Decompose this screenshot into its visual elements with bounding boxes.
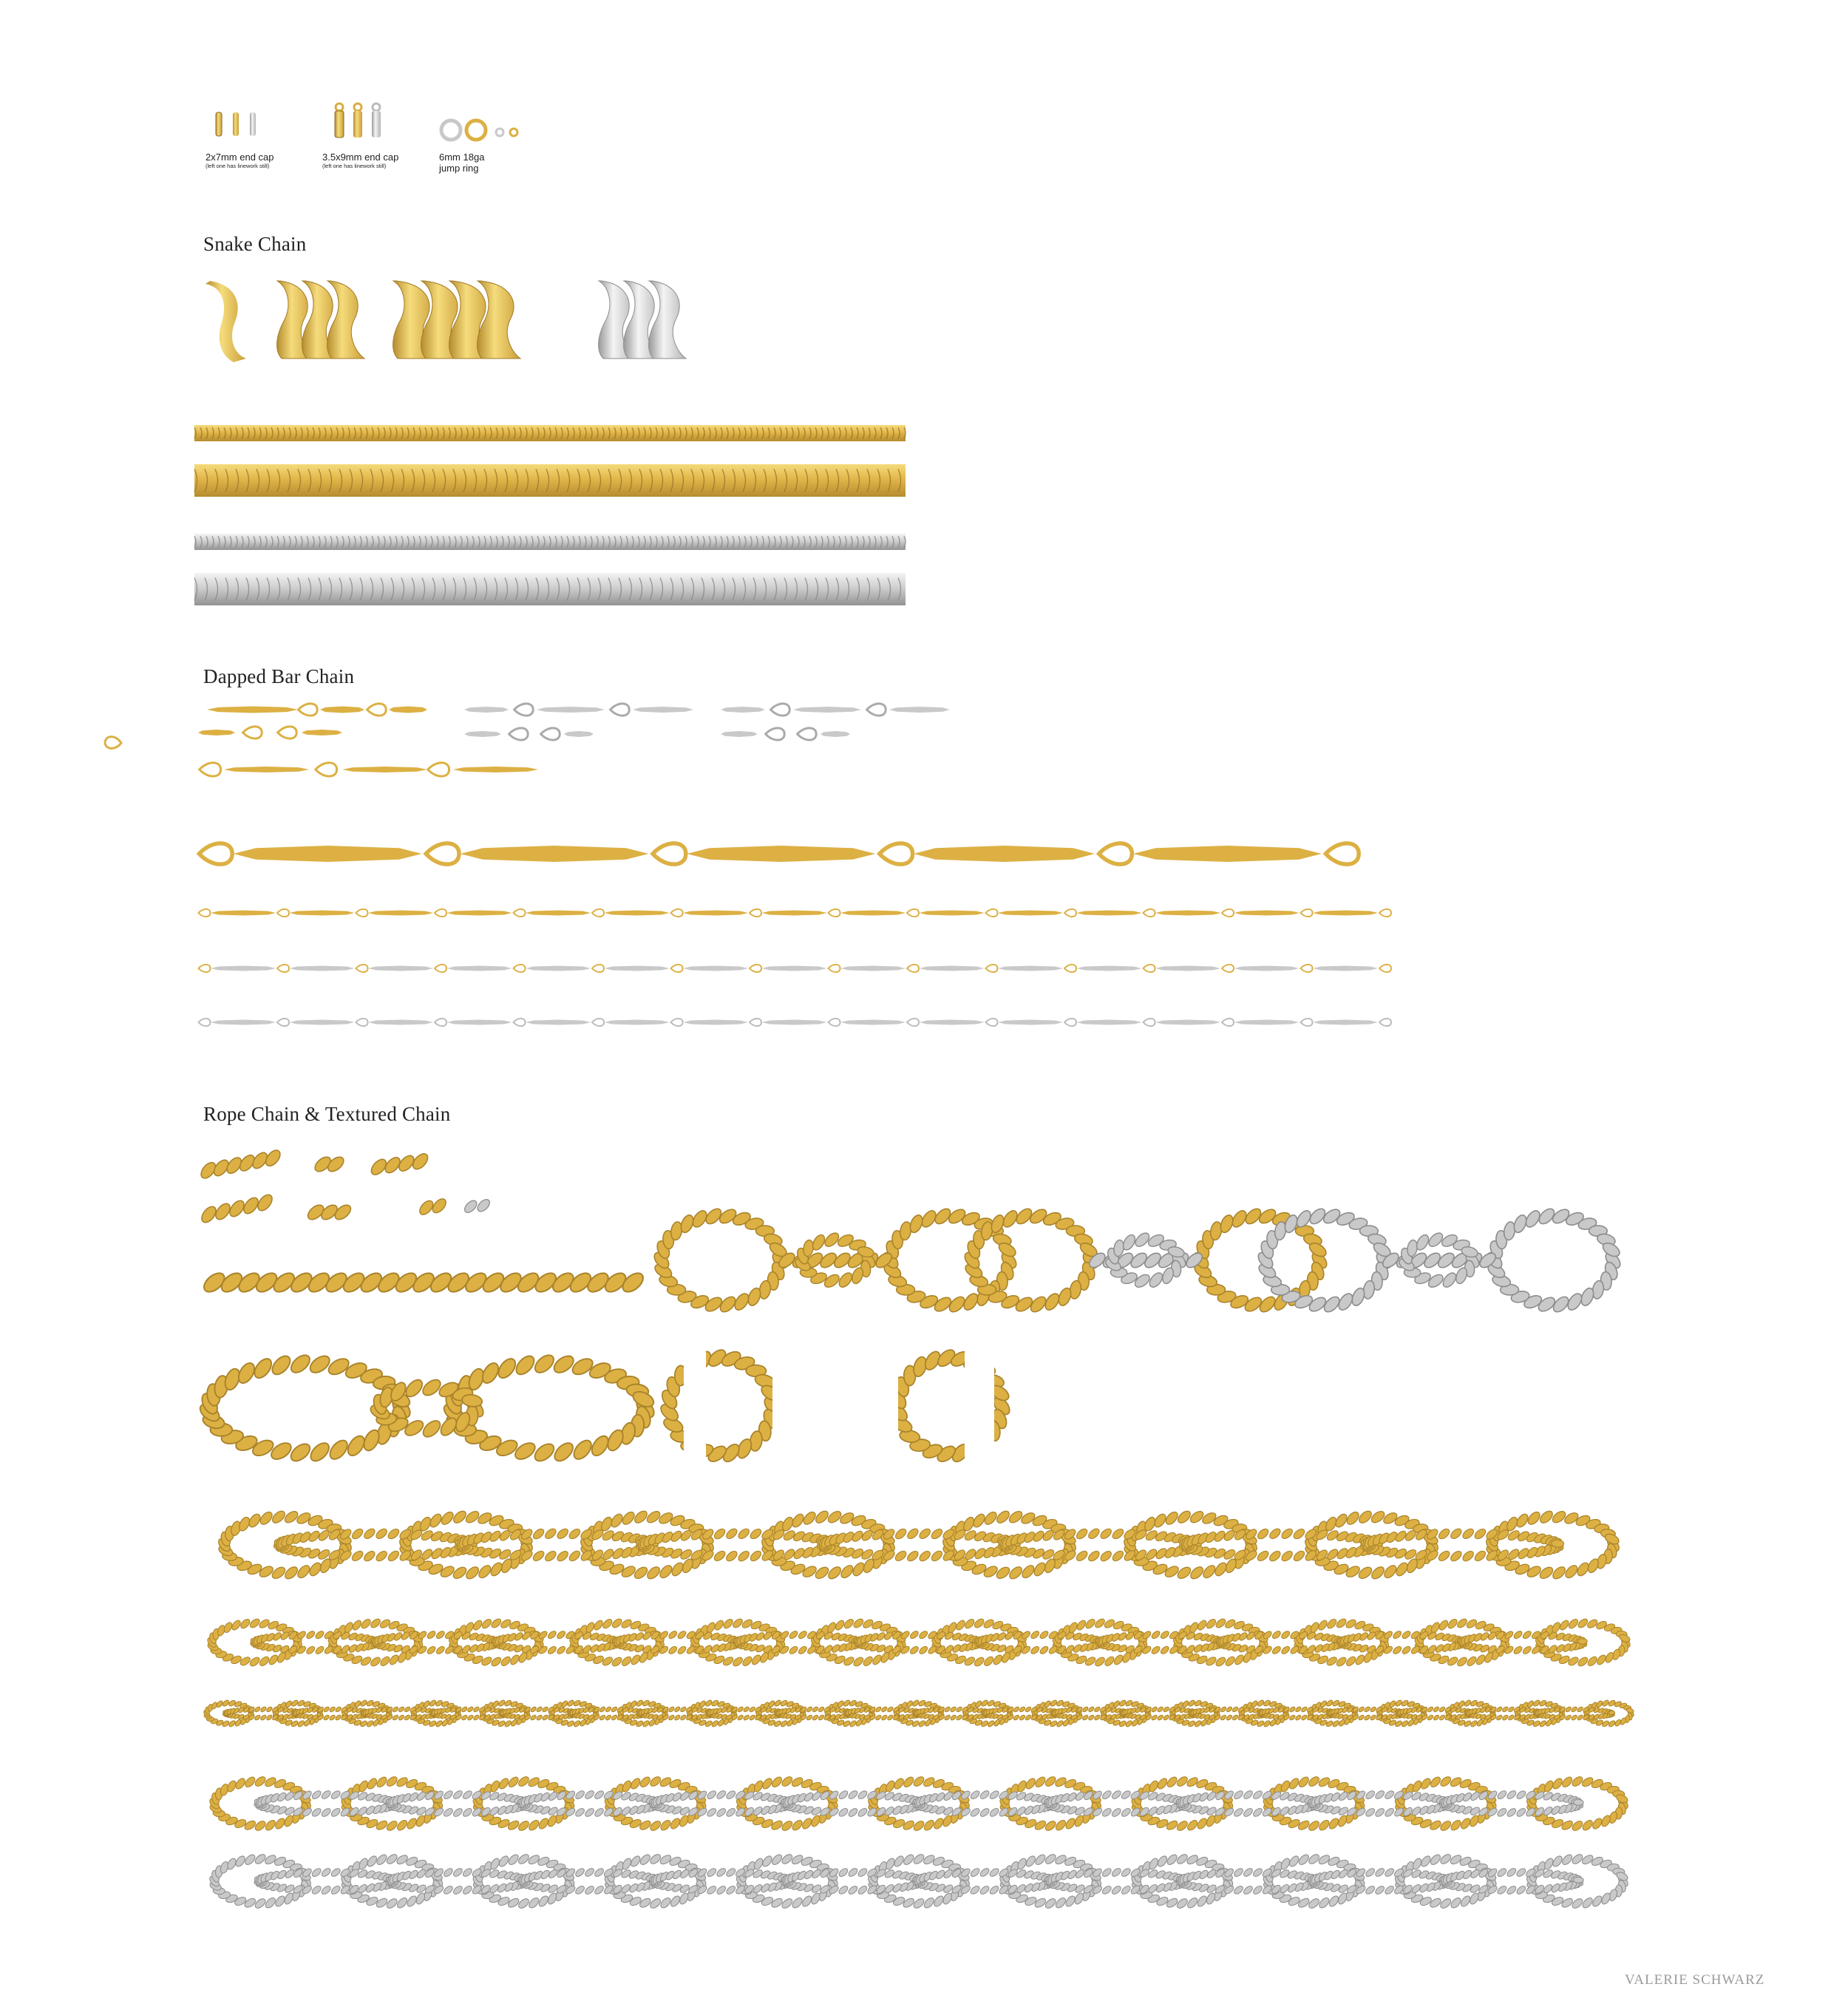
snake-chain-gold-thin [194,425,906,446]
snake-segment-single [205,281,250,362]
heading-rope-chain: Rope Chain & Textured Chain [203,1103,451,1125]
dapped-chain-gold-small [198,903,1440,923]
rope-link-end-caps [706,1345,965,1467]
snake-chain-gold-thick [194,464,906,501]
jump-ring-group [438,118,526,143]
rope-chain-mixed [194,1774,1643,1833]
caption-jump-ring: 6mm 18ga jump ring [439,152,485,174]
dapped-chain-mixed-small [198,959,1440,978]
snake-segment-group-large [393,281,523,362]
rope-chain-gold-large [194,1508,1643,1582]
caption-end-cap-2x7: 2x7mm end cap (left one has linework still) [205,152,274,169]
snake-chain-silver-thick [194,573,906,610]
artist-signature: VALERIE SCHWARZ [1625,1972,1765,1988]
end-cap-2x7-group [214,109,270,139]
heading-dapped-bar-chain: Dapped Bar Chain [203,665,355,687]
end-cap-3.5x9-group [333,102,399,140]
rope-twist-strand [198,1264,649,1301]
rope-twist-samples [198,1149,509,1231]
rope-link-tile-silver [1310,1201,1569,1319]
rope-chain-gold-small [194,1696,1643,1730]
rope-chain-silver [194,1852,1643,1911]
dapped-chain-gold-large [198,832,1440,876]
snake-chain-silver-thin [194,534,906,554]
rope-link-tile-mixed [1016,1201,1275,1319]
heading-snake-chain: Snake Chain [203,233,307,255]
rope-link-tile-gold [706,1201,965,1319]
snake-segment-group-small [277,281,366,362]
snake-segment-group-silver [599,281,687,362]
dapped-silver-pieces-b [721,701,957,753]
rope-link-pair-large [194,1349,656,1467]
dapped-silver-pieces-a [464,701,701,753]
caption-end-cap-3.5x9: 3.5x9mm end cap (left one has linework still) [322,152,399,169]
dapped-chain-silver-small [198,1013,1440,1032]
dapped-loop-single [101,732,130,754]
rope-chain-gold-medium [194,1616,1643,1669]
